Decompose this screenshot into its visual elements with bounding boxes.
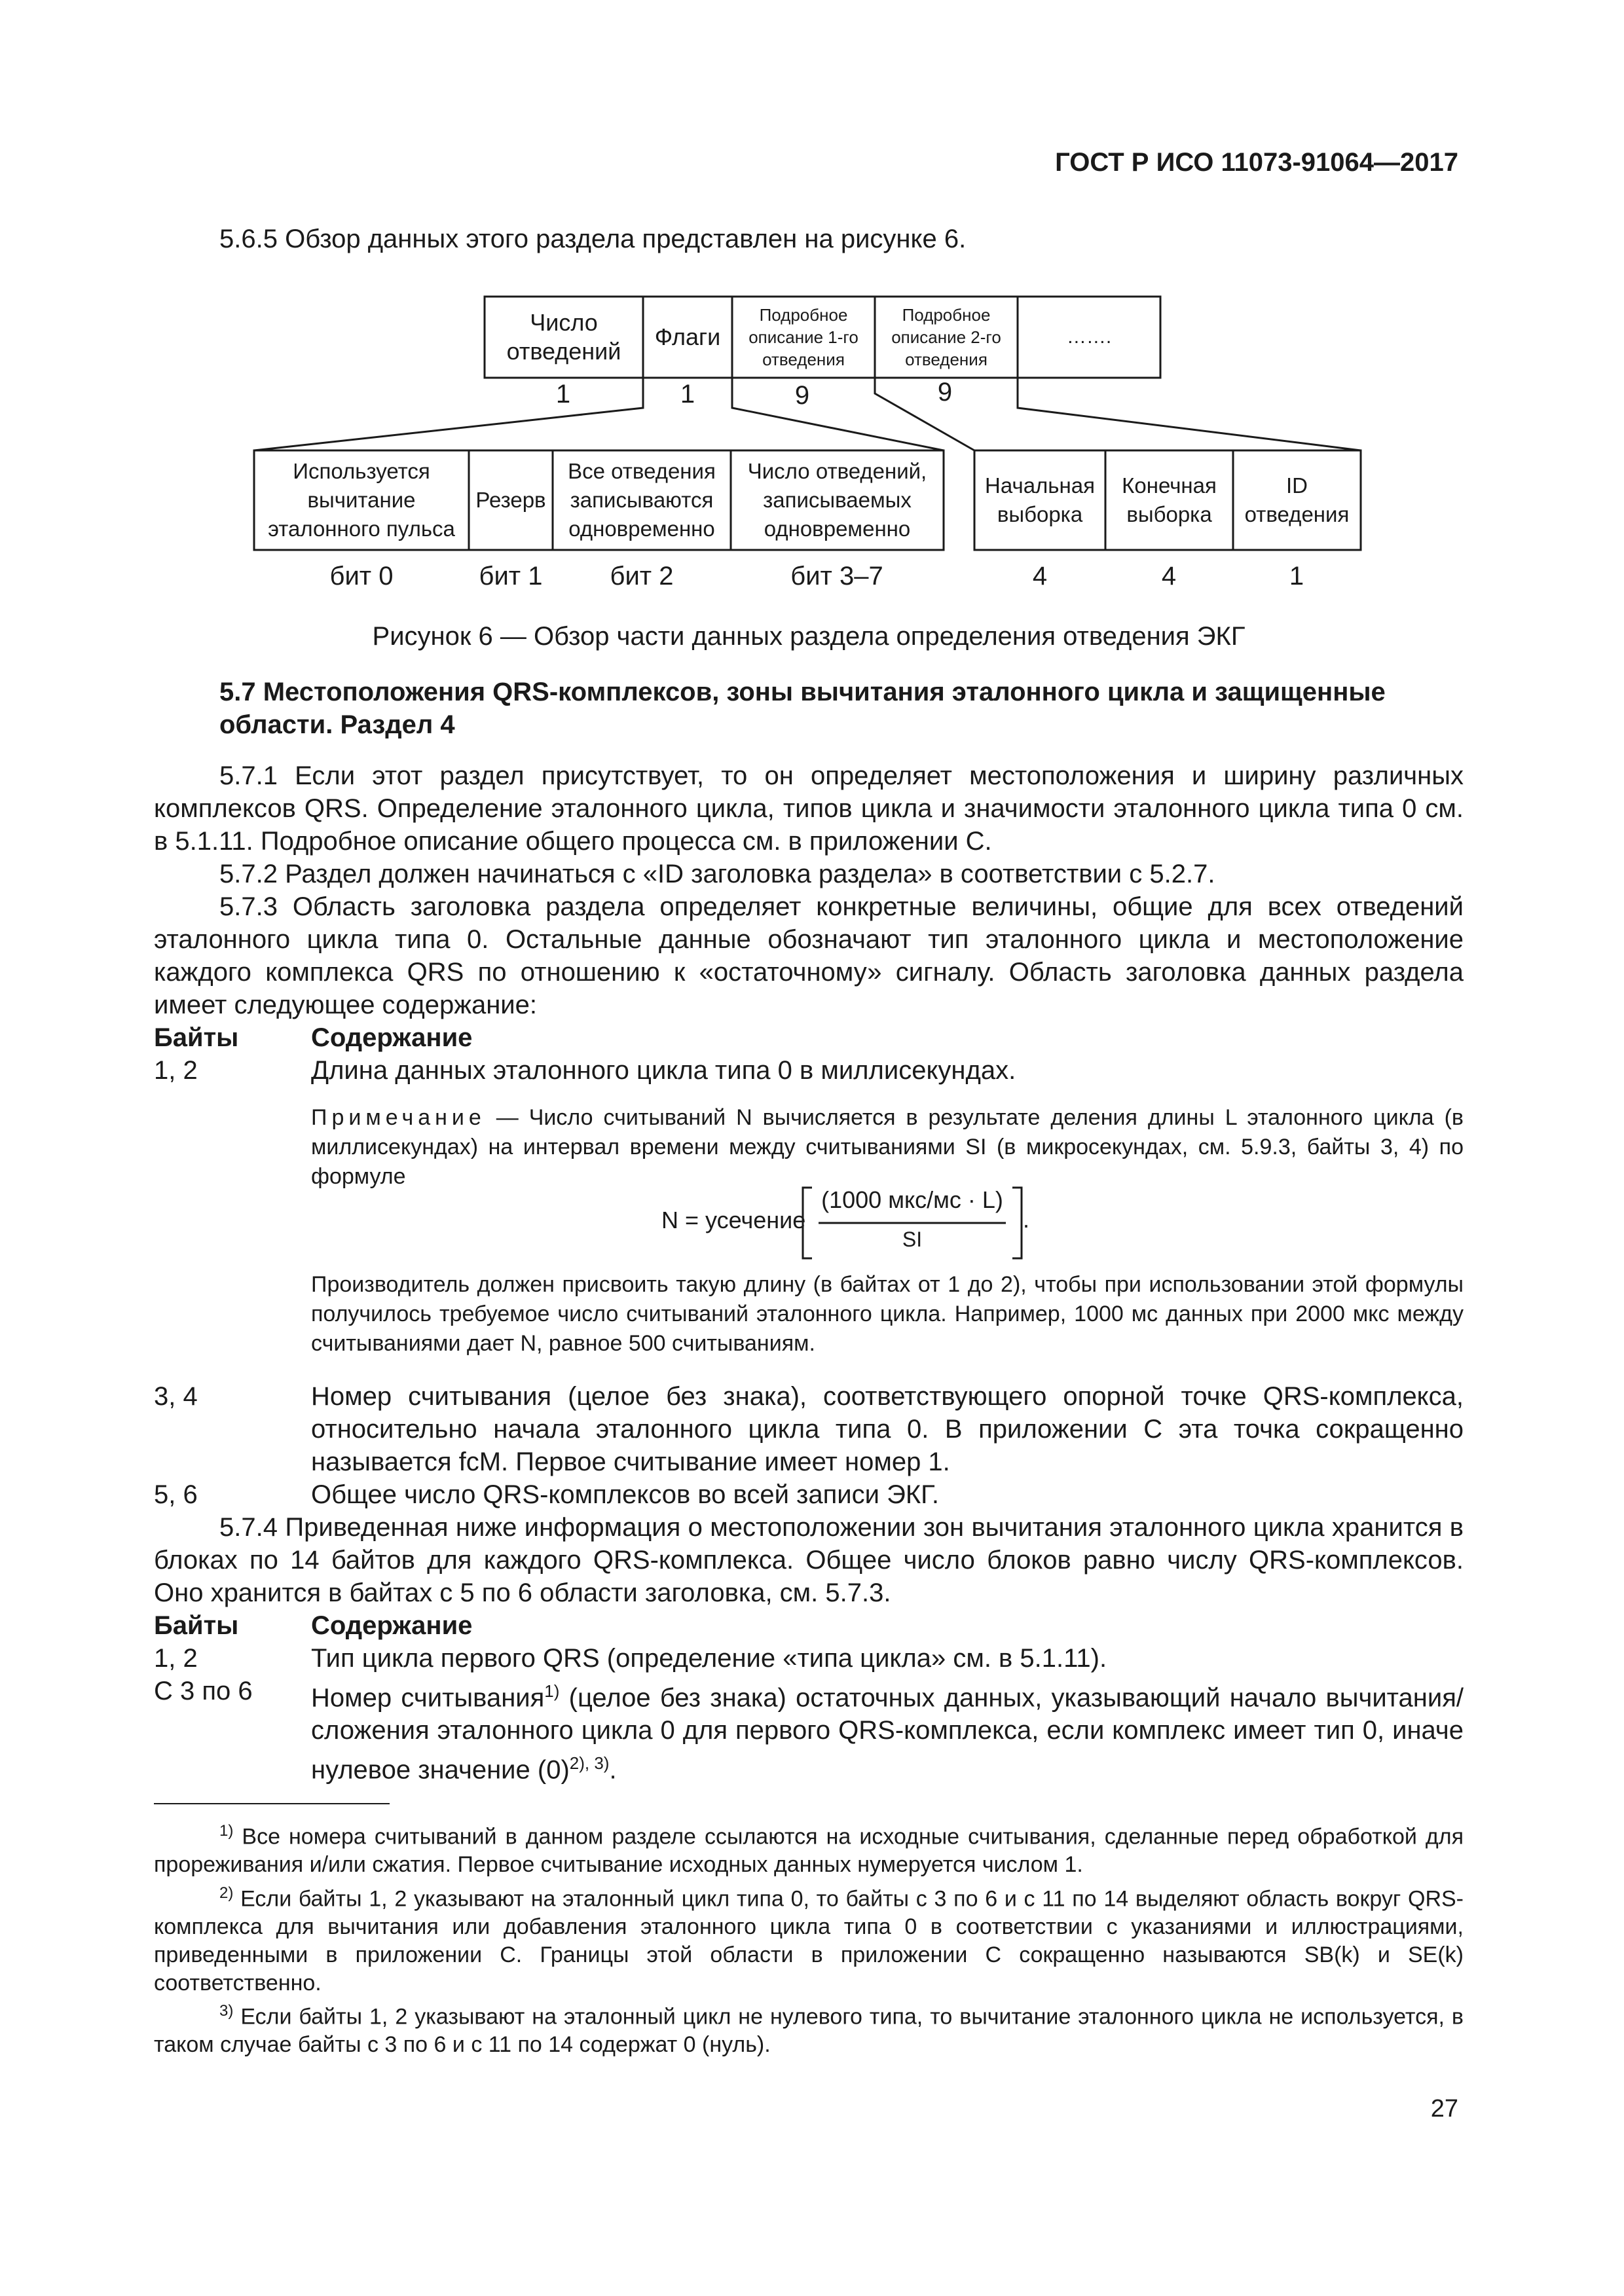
figure-caption: Рисунок 6 — Обзор части данных раздела определения отведения ЭКГ	[372, 622, 1246, 651]
bit-label-1: бит 1	[479, 562, 543, 591]
table2-row2-content: Номер считывания$^{1)}$ (целое без знака) остаточных данных, указывающий начало вычитания/сложения эталонного цикла 0 для первого QRS-комплекса, если комплекс имеет тип 0, иначе нулевое значение $(0)^{2), 3)}$.	[311, 1681, 1464, 1785]
lead-cell-end-sample: Конечная выборка	[1122, 473, 1217, 526]
footnote-1: $^{1)}$ Все номера считываний в данном разделе ссылаются на исходные считывания, сделанные перед обработкой для прореживания и/или сжатия. Первое считывание исходных данных нумеруется числом 1.	[154, 1822, 1464, 1878]
footnote-separator	[154, 1803, 390, 1804]
table2-row2-bytes: С 3 по 6	[154, 1677, 253, 1705]
paragraph-5-7-4: 5.7.4 Приведенная ниже информация о местоположении зон вычитания эталонного цикла хранится в блоках по 14 байтов для каждого QRS-комплекса. Общее число блоков равно числу QRS-комплексов. Оно хранится в байтах с 5 по 6 области заголовка, см. 5.7.3.	[154, 1513, 1464, 1607]
note-text: — Число считываний N вычисляется в результате деления длины L эталонного цикла (в миллисекундах) на интервал времени между считываниями SI (в микросекундах, см. 5.9.3, байты 3, 4) по формуле	[311, 1105, 1464, 1189]
size-lead1-detail: 9	[794, 381, 810, 410]
bit-label-0: бит 0	[329, 562, 394, 591]
paragraph-5-7-3: 5.7.3 Область заголовка раздела определяет конкретные величины, общие для всех отведений эталонного цикла типа 0. Остальные данные обозначают тип эталонного цикла и местоположение каждого комплекса QRS по отношению к «остаточному» сигналу. Область заголовка данных раздела имеет следующее содержание:	[154, 892, 1464, 1019]
bit-label-3-7: бит 3–7	[790, 562, 883, 591]
table2-head-content: Содержание	[311, 1611, 473, 1640]
note-label: Примечание	[311, 1105, 486, 1130]
table1-row3-bytes: 5, 6	[154, 1480, 198, 1509]
table2-row1-bytes: 1, 2	[154, 1644, 198, 1673]
size-lead-id: 1	[1289, 562, 1304, 591]
footnote-ref-1: 1)	[544, 1681, 560, 1701]
top-cell-ellipsis: …….	[1066, 326, 1112, 348]
top-cell-flags: Флаги	[654, 323, 721, 350]
intro-paragraph: 5.6.5 Обзор данных этого раздела представлен на рисунке 6.	[219, 225, 967, 253]
document-header: ГОСТ Р ИСО 11073-91064—2017	[1055, 148, 1458, 177]
paragraph-5-7-2: 5.7.2 Раздел должен начинаться с «ID заголовка раздела» в соответствии с 5.2.7.	[219, 860, 1215, 888]
formula-numerator: (1000 мкс/мс · L)	[821, 1186, 1003, 1213]
table1-row2-bytes: 3, 4	[154, 1382, 198, 1411]
footnote-ref-2-3: 2), 3)	[569, 1753, 610, 1774]
lead-expand-right	[1018, 378, 1361, 450]
size-flags: 1	[680, 380, 695, 409]
table1-row3-content: Общее число QRS-комплексов во всей записи ЭКГ.	[311, 1480, 940, 1509]
size-lead-count: 1	[555, 380, 571, 409]
footnote-2: $^{2)}$ Если байты 1, 2 указывают на эталонный цикл типа 0, то байты с 3 по 6 и с 11 по 14 выделяют область вокруг QRS-комплекса для вычитания или добавления эталонного цикла типа 0 в соответствии с указаниями и иллюстрациями, приведенными в приложении С. Границы этой области в приложении С сокращенно называются SB(k) и SE(k) соответственно.	[154, 1884, 1464, 1996]
flag-cell-reserve: Резерв	[475, 488, 546, 512]
table2-row1-content: Тип цикла первого QRS (определение «типа цикла» см. в 5.1.11).	[311, 1644, 1107, 1673]
table1-head-bytes: Байты	[154, 1023, 239, 1052]
formula-denominator: SI	[902, 1228, 923, 1251]
table1-row2-content: Номер считывания (целое без знака), соответствующего опорной точке QRS-комплекса, относительно начала эталонного цикла типа 0. В приложении С эта точка сокращенно называется fcM. Первое считывание имеет номер 1.	[311, 1382, 1464, 1476]
flag-cell-all-simultaneous: Все отведения записываются одновременно	[568, 459, 716, 541]
section-heading: 5.7 Местоположения QRS-комплексов, зоны вычитания эталонного цикла и защищенные области. Раздел 4	[219, 678, 1386, 739]
page-number: 27	[1430, 2095, 1458, 2123]
table2-head-bytes: Байты	[154, 1611, 239, 1640]
flag-cell-simultaneous-count: Число отведений, записываемых одновременно	[747, 459, 927, 541]
top-cell-lead1-detail: Подробное описание 1-го отведения	[748, 305, 858, 369]
paragraph-5-7-1: 5.7.1 Если этот раздел присутствует, то он определяет местоположения и ширину различных комплексов QRS. Определение эталонного цикла, типов цикла и значимости эталонного цикла типа 0 см. в 5.1.11. Подробное описание общего процесса см. в приложении С.	[154, 761, 1464, 856]
table1-row1-content: Длина данных эталонного цикла типа 0 в миллисекундах.	[311, 1056, 1016, 1085]
flag-cell-pulse-subtraction: Используется вычитание эталонного пульса	[268, 459, 455, 541]
size-end-sample: 4	[1161, 562, 1177, 591]
lead-cell-start-sample: Начальная выборка	[985, 473, 1095, 526]
table1-head-content: Содержание	[311, 1023, 473, 1052]
top-cell-lead-count: Число отведений	[506, 309, 621, 365]
table1-row1-bytes: 1, 2	[154, 1056, 198, 1085]
formula-period: .	[1023, 1206, 1030, 1233]
bit-label-2: бит 2	[610, 562, 674, 591]
note-after: Производитель должен присвоить такую длину (в байтах от 1 до 2), чтобы при использовании этой формулы получилось требуемое число считываний эталонного цикла. Например, 1000 мс данных при 2000 мкс между считываниями дает N, равное 500 считываниям.	[311, 1272, 1464, 1356]
formula-left: N = усечение	[661, 1207, 806, 1233]
size-start-sample: 4	[1032, 562, 1048, 591]
top-cell-lead2-detail: Подробное описание 2-го отведения	[891, 305, 1001, 369]
footnote-3: $^{3)}$ Если байты 1, 2 указывают на эталонный цикл не нулевого типа, то вычитание эталонного цикла не используется, в таком случае байты с 3 по 6 и с 11 по 14 содержат 0 (нуль).	[154, 2002, 1464, 2058]
lead-cell-lead-id: ID отведения	[1244, 473, 1350, 526]
note-block	[311, 1103, 1464, 1192]
size-lead2-detail: 9	[937, 378, 953, 407]
